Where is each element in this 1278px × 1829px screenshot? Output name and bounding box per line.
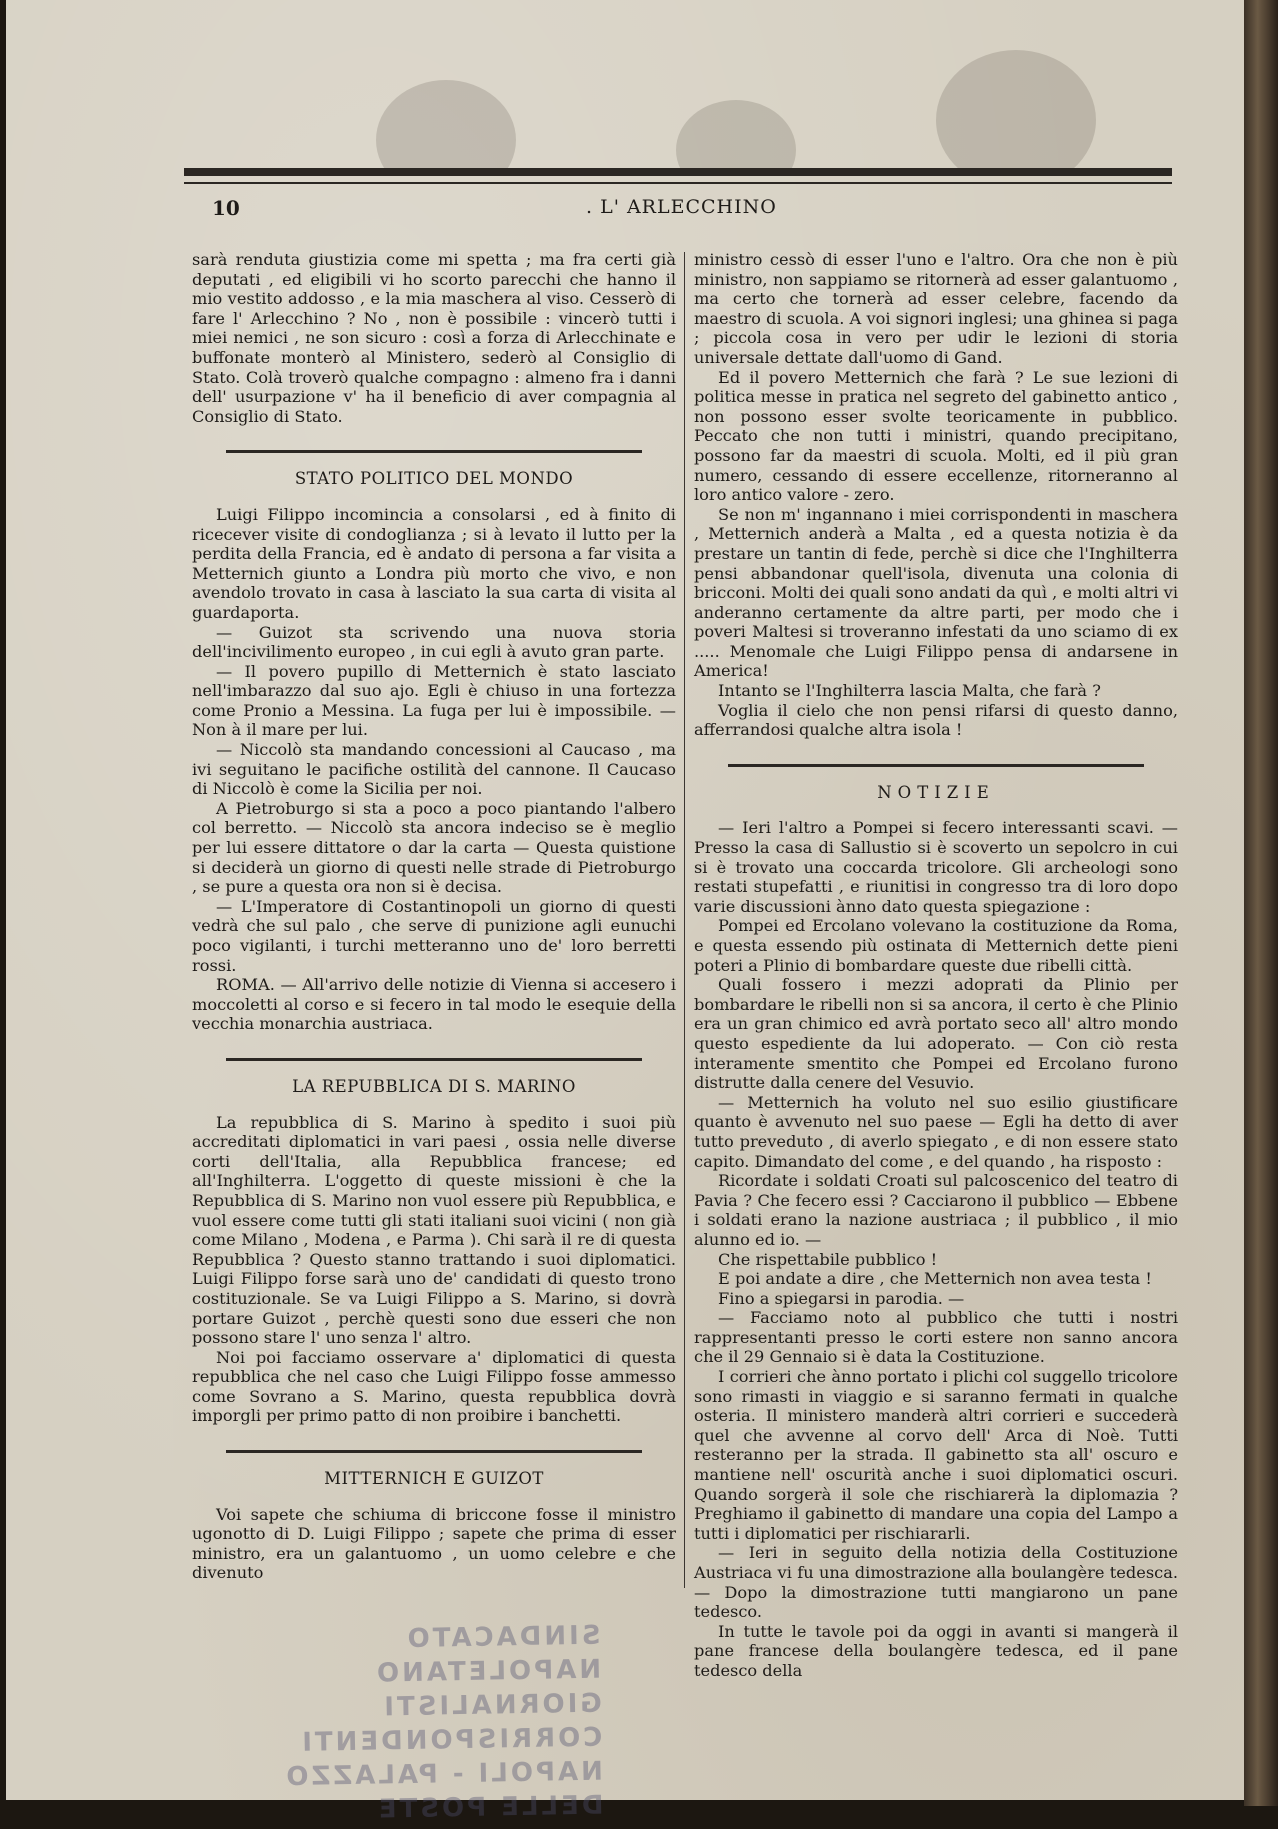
paragraph: Che rispettabile pubblico ! <box>718 1249 938 1269</box>
section-rule <box>728 764 1144 767</box>
right-column <box>694 250 1178 1681</box>
paragraph: — Guizot sta scrivendo una nuova storia dell'incivilimento europeo , in cui egli à avuto gran parte. <box>192 622 676 662</box>
header-rule-thin <box>184 182 1172 184</box>
paragraph: Voglia il cielo che non pensi rifarsi di questo danno, afferrandosi qualche altra isola ! <box>694 700 1178 740</box>
stamp-line: GIORNALISTI CORRISPONDENTI <box>298 1688 603 1758</box>
paragraph: — Facciamo noto al pubblico che tutti i nostri rappresentanti presso le corti estere non sanno ancora che il 29 Gennaio si è data la Costituzione. <box>694 1308 1178 1367</box>
section-title: MITTERNICH E GUIZOT <box>324 1469 544 1489</box>
paragraph: Fino a spiegarsi in parodia. — <box>718 1288 965 1308</box>
paragraph: — Ieri in seguito della notizia della Costituzione Austriaca vi fu una dimostrazione alla boulangère tedesca. — Dopo la dimostrazione tutti mangiarono un pane tedesco. <box>694 1543 1178 1622</box>
intro-paragraph: sarà renduta giustizia come mi spetta ; ma fra certi già deputati , ed eligibili vi ho scorto parecchi che hanno il mio vestito addosso , e la mia maschera al viso. Cesserò di fare l' Arlecchino ? No , non è possibile : vincerò tutti i miei nemici , ne son sicuro : così a forza di Arlecchinate e buffonate monterò al Ministero, sederò al Consiglio di Stato. Colà troverò qualche compagno : almeno fra i danni dell' usurpazione v' ha il beneficio di aver compagnia al Consiglio di Stato. <box>192 250 676 426</box>
paragraph: ROMA. — All'arrivo delle notizie di Vienna si accesero i moccoletti al corso e si fecero in tal modo le esequie della vecchia monarchia austriaca. <box>192 975 676 1034</box>
paragraph: — Metternich ha voluto nel suo esilio giustificare quanto è avvenuto nel suo paese — Egli ha detto di aver tutto preveduto , di averlo spiegato , e di non essere stato capito. Dimandato del come , e del quando , ha risposto : <box>694 1092 1178 1171</box>
bleed-through-illustration <box>196 30 1186 170</box>
section-rule <box>226 1058 642 1061</box>
paragraph: — Ieri l'altro a Pompei si fecero interessanti scavi. — Presso la casa di Sallustio si è scoverto un sepolcro in cui si è trovato una coccarda tricolore. Gli archeologi sono restati stupefatti , e riunitisi in congresso tra di loro dopo varie discussioni ànno dato questa spiegazione : <box>694 818 1178 916</box>
paragraph: A Pietroburgo si sta a poco a poco piantando l'albero col berretto. — Niccolò sta ancora indeciso se è meglio per lui essere dittatore o dar la carta — Questa quistione si deciderà un giorno di questi nelle strade di Pietroburgo , se pure a questa ora non si è decisa. <box>192 798 676 897</box>
paragraph: Se non m' ingannano i miei corrispondenti in maschera , Metternich anderà a Malta , ed a questa notizia è da prestare un tantin di fede, perchè si dice che l'Inghilterra pensi abbandonar quell'isola, divenuta una colonia di bricconi. Molti dei quali sono andati da quì , e molti altri vi anderanno certamente da altre parti, per modo che i poveri Maltesi si troveranno infestati da uno sciamo di ex ..... Menomale che Luigi Filippo pensa di andarsene in America! <box>694 504 1178 681</box>
newspaper-page <box>6 0 1244 1825</box>
section-title: STATO POLITICO DEL MONDO <box>294 469 574 489</box>
column-divider <box>684 252 685 1588</box>
paragraph: Voi sapete che schiuma di briccone fosse il ministro ugonotto di D. Luigi Filippo ; sapete che prima di esser ministro, era un galantuomo , un uomo celebre e che divenuto <box>192 1504 676 1583</box>
section-title: NOTIZIE <box>877 782 995 802</box>
page-number: 10 <box>212 196 240 220</box>
paragraph: — Il povero pupillo di Metternich è stato lasciato nell'imbarazzo dal suo ajo. Egli è chiuso in una fortezza come Pronio a Messina. La fuga per lui è impossibile. — Non à il mare per lui. <box>192 661 676 740</box>
paragraph: — L'Imperatore di Costantinopoli un giorno di questi vedrà che sul palo , che serve di punizione agli eunuchi poco vigilanti, i turchi metteranno uno de' loro berretti rossi. <box>192 896 676 975</box>
paragraph: Luigi Filippo incomincia a consolarsi , ed à finito di ricecever visite di condoglianza ; si à levato il lutto per la perdita della Francia, ed è andato di persona a far visita a Metternich giunto a Londra più morto che vivo, e non avendolo trovato in casa à lasciato la sua carta di visita al guardaporta. <box>192 504 676 622</box>
masthead: . L' ARLECCHINO <box>586 196 777 218</box>
paragraph: — Niccolò sta mandando concessioni al Caucaso , ma ivi seguitano le pacifiche ostilità del cannone. Il Caucaso di Niccolò è come la Sicilia per noi. <box>192 740 676 799</box>
ink-stamp <box>210 1619 604 1829</box>
section-rule <box>226 450 642 453</box>
left-column <box>192 250 676 1583</box>
paragraph: In tutte le tavole poi da oggi in avanti si mangerà il pane francese della boulangère tedesca, ed il pane tedesco della <box>694 1621 1178 1680</box>
paragraph: Pompei ed Ercolano volevano la costituzione da Roma, e questa essendo più ostinata di Metternich dette pieni poteri a Plinio di bombardare queste due ribelli città. <box>694 916 1178 975</box>
book-spine <box>1244 0 1278 1806</box>
paragraph: Intanto se l'Inghilterra lascia Malta, che farà ? <box>718 681 1101 701</box>
paragraph: Noi poi facciamo osservare a' diplomatici di questa repubblica che nel caso che Luigi Filippo fosse ammesso come Sovrano a S. Marino, questa repubblica dovrà imporgli per primo patto di non proibire i banchetti. <box>192 1347 676 1426</box>
paragraph: Ricordate i soldati Croati sul palcoscenico del teatro di Pavia ? Che fecero essi ? Cacciarono il pubblico — Ebbene i soldati erano la nazione austriaca ; il pubblico , il mio alunno ed io. — <box>694 1171 1178 1249</box>
paragraph: ministro cessò di esser l'uno e l'altro. Ora che non è più ministro, non sappiamo se ritornerà ad esser galantuomo , ma certo che tornerà ad esser celebre, facendo da maestro di scuola. A voi signori inglesi; una ghinea si paga ; piccola cosa in vero per udir le lezioni di storia universale dettate dall'uomo di Gand. <box>694 250 1178 367</box>
paragraph: I corrieri che ànno portato i plichi col suggello tricolore sono rimasti in viaggio e si saranno fermati in qualche osteria. Il ministero manderà altri corrieri e succederà quel che avvenne al corvo dell' Arca di Noè. Tutti resteranno per la strada. Il gabinetto sta all' oscuro e mantiene nell' oscurità anche i suoi diplomatici oscuri. Quando sorgerà il sole che rischiarerà la diplomazia ? Preghiamo il gabinetto di mandare una copia del Lampo a tutti i diplomatici per rischiararli. <box>694 1367 1178 1543</box>
stamp-line: NAPOLI - PALAZZO DELLE POSTE <box>283 1756 604 1825</box>
section-rule <box>226 1450 642 1453</box>
paragraph: Ed il povero Metternich che farà ? Le sue lezioni di politica messe in pratica nel segreto del gabinetto antico , non possono esser svolte teoricamente in pubblico. Peccato che non tutti i ministri, quando precipitano, possono far da maestri di scuola. Molti, ed il più gran numero, cessando di essere eccellenze, ritorneranno al loro antico valore - zero. <box>694 367 1178 505</box>
section-title: LA REPUBBLICA DI S. MARINO <box>292 1076 576 1096</box>
paragraph: Quali fossero i mezzi adoprati da Plinio per bombardare le ribelli non si sa ancora, il certo è che Plinio era un gran chimico ed avrà portato seco all' altro mondo questo espediente da lui adoperato. — Con ciò resta interamente smentito che Pompei ed Ercolano furono distrutte dalla cenere del Vesuvio. <box>694 975 1178 1093</box>
stamp-line: SINDACATO NAPOLETANO <box>373 1620 602 1689</box>
paragraph: E poi andate a dire , che Metternich non avea testa ! <box>718 1269 1152 1289</box>
header-rule <box>184 168 1172 176</box>
paragraph: La repubblica di S. Marino à spedito i suoi più accreditati diplomatici in vari paesi , ossia nelle diverse corti dell'Italia, alla Repubblica francese; ed all'Inghilterra. L'oggetto di queste missioni è che la Repubblica di S. Marino non vuol essere più Repubblica, e vuol essere come tutti gli stati italiani suoi vicini ( non già come Milano , Modena , e Parma ). Chi sarà il re di questa Repubblica ? Questo stanno trattando i suoi diplomatici. Luigi Filippo forse sarà uno de' candidati di questo trono costituzionale. Se va Luigi Filippo a S. Marino, si dovrà portare Guizot , perchè questi sono due esseri che non possono stare l' uno senza l' altro. <box>192 1112 676 1348</box>
